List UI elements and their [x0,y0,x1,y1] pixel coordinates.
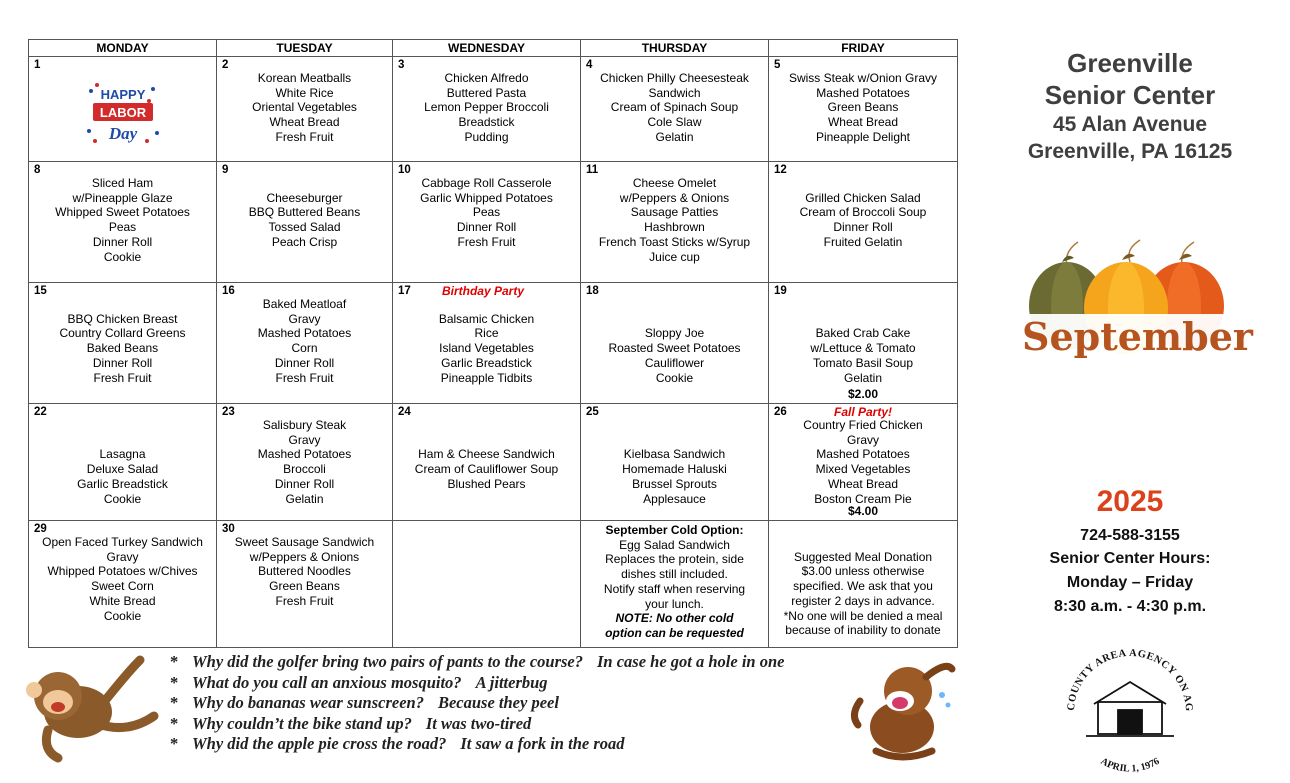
menu-item: Oriental Vegetables [252,100,357,115]
month-title: September [1022,314,1253,359]
cold-option-line: Egg Salad Sandwich [619,537,730,552]
menu-item: Gelatin [843,370,883,385]
menu-item: Salisbury Steak [262,418,347,432]
joke-line [170,652,784,673]
cold-option-line: your lunch. [645,596,704,611]
day-cell-monday [29,521,217,648]
menu-item: Applesauce [643,491,706,506]
menu-item: Whipped Potatoes w/Chives [47,564,198,579]
menu-item: Boston Cream Pie [814,491,912,506]
day-cell-thursday [581,57,769,162]
joke-bullet: * [170,734,179,753]
menu-item: Korean Meatballs [257,71,352,85]
week-row [29,283,958,404]
menu-item: Fresh Fruit [457,234,516,249]
menu-item: w/Peppers & Onions [249,549,360,564]
day-number: 17 [398,285,411,297]
menu-item: Tossed Salad [268,220,341,235]
menu-item: Dinner Roll [92,234,153,249]
menu-item: Sandwich [648,85,701,100]
menu-item: Green Beans [269,579,340,594]
menu-item: Swiss Steak w/Onion Gravy [788,71,938,85]
menu-item: Sweet Sausage Sandwich [234,535,375,549]
menu-item: Hashbrown [644,220,705,235]
menu-items [769,162,957,250]
menu-items [217,404,392,506]
day-number: 23 [222,406,235,418]
banner-labor: LABOR [99,105,147,120]
menu-item [771,297,955,312]
menu-item: Balsamic Chicken [438,311,535,326]
menu-item: Dinner Roll [274,476,335,491]
hours-time: 8:30 a.m. - 4:30 p.m. [1053,598,1207,615]
day-number: 18 [586,285,599,297]
menu-item: Pineapple Delight [815,129,911,144]
day-number: 4 [586,59,593,71]
menu-item: Cookie [655,370,694,385]
day-number: 29 [34,523,47,535]
menu-item: w/Peppers & Onions [619,190,730,205]
menu-item: Cream of Cauliflower Soup [414,462,559,477]
menu-item: Peach Crisp [271,234,338,249]
joke-answer: It was two-tired [425,713,532,733]
joke-line [170,693,784,714]
menu-item: Cheese Omelet [632,176,717,190]
joke-question: Why do bananas wear sunscreen? [192,693,424,712]
day-cell-wednesday [393,283,581,404]
menu-item: Country Fried Chicken [803,418,923,432]
day-number: 22 [34,406,47,418]
day-cell-friday [769,283,958,404]
day-number: 11 [586,164,599,176]
menu-item: Mashed Potatoes [816,85,910,100]
menu-item: w/Lettuce & Tomato [810,341,916,356]
day-number: 1 [34,59,41,71]
menu-items [393,57,580,145]
meal-price: $4.00 [847,504,879,519]
hours-days: Monday – Friday [1066,574,1194,591]
menu-items [581,521,768,641]
menu-item [219,176,390,191]
menu-items [29,404,216,506]
menu-item [583,418,766,433]
menu-item: Fresh Fruit [275,593,334,608]
menu-item: Wheat Bread [827,476,899,491]
menu-item: Cookie [103,491,142,506]
menu-item: Dinner Roll [456,220,517,235]
header-wednesday: WEDNESDAY [393,40,581,57]
jokes-list [170,652,784,755]
joke-bullet: * [170,652,179,671]
menu-item: Baked Crab Cake [815,326,911,341]
menu-item [771,176,955,191]
menu-item: Wheat Bread [269,115,340,130]
joke-question: Why couldn’t the bike stand up? [192,713,412,733]
menu-items [581,404,768,506]
menu-item: Cream of Spinach Soup [610,100,739,115]
week-row [29,57,958,162]
menu-item: Chicken Alfredo [444,71,529,85]
menu-item: Homemade Haluski [622,462,727,477]
menu-items [29,521,216,623]
menu-item: Fresh Fruit [275,129,334,144]
menu-items [581,57,768,145]
day-cell-friday [769,404,958,521]
day-number: 16 [222,285,235,297]
day-number: 9 [222,164,229,176]
menu-item: Broccoli [283,462,326,477]
weekday-header-row [29,40,958,57]
day-cell-monday [29,162,217,283]
day-cell-thursday [581,521,769,648]
week-row [29,521,958,648]
menu-item: BBQ Chicken Breast [67,311,178,326]
menu-item [583,297,766,312]
menu-item: Brussel Sprouts [632,476,717,491]
day-number: 2 [222,59,229,71]
menu-item: because of inability to donate [785,623,941,638]
menu-items [29,57,216,71]
menu-items [769,521,957,638]
menu-item: Tomato Basil Soup [812,355,914,370]
day-cell-wednesday [393,521,581,648]
event-note: Birthday Party [441,284,525,298]
day-cell-tuesday [217,521,393,648]
day-cell-wednesday [393,57,581,162]
covered-bridge-icon [1086,682,1174,736]
menu-item: Fresh Fruit [275,370,334,385]
menu-item: Sloppy Joe [644,326,705,341]
joke-question: Why did the apple pie cross the road? [192,734,447,753]
menu-item: Gravy [288,311,321,326]
menu-item: register 2 days in advance. [791,593,935,608]
day-cell-friday [769,162,958,283]
joke-answer: Because they peel [437,693,559,712]
menu-item: Kielbasa Sandwich [623,447,726,462]
menu-item: Juice cup [649,249,700,264]
svg-text:MERCER COUNTY AREA AGENCY ON A [1056,638,1194,712]
menu-item: Cheeseburger [266,190,343,205]
menu-calendar [28,39,958,648]
menu-items [217,57,392,145]
menu-item [31,433,214,448]
agency-logo [1056,638,1204,778]
center-name-line1: Greenville [1067,48,1193,78]
menu-item: Lasagna [99,447,146,462]
cold-option-note: option can be requested [605,625,744,640]
menu-item: Green Beans [827,100,899,115]
menu-item: Cookie [103,608,142,623]
joke-line [170,673,784,694]
banner-happy: HAPPY [100,87,146,102]
laughing-dog-icon [846,655,958,765]
cold-option-line: Replaces the protein, side [605,552,744,567]
menu-item: White Bread [89,593,156,608]
menu-item: Island Vegetables [439,341,534,356]
menu-item: Breadstick [458,115,515,130]
day-number: 25 [586,406,599,418]
cold-option-line: Notify staff when reserving [603,581,746,596]
day-cell-thursday [581,283,769,404]
week-row [29,404,958,521]
menu-item: Dinner Roll [274,355,335,370]
menu-item [395,433,578,448]
menu-item: Peas [108,220,137,235]
event-note: Fall Party! [833,405,893,419]
menu-item: $3.00 unless otherwise [801,564,925,579]
menu-item: Open Faced Turkey Sandwich [42,535,203,549]
menu-items [769,57,957,145]
menu-item: Garlic Whipped Potatoes [420,190,553,205]
menu-item [583,433,766,448]
menu-item: BBQ Buttered Beans [248,205,361,220]
joke-question: What do you call an anxious mosquito? [192,672,462,692]
menu-item: Rice [474,326,499,341]
menu-items [217,521,392,609]
menu-item: Gravy [106,549,139,564]
day-cell-tuesday [217,404,393,521]
menu-item [395,297,578,312]
year-label: 2025 [1096,485,1164,518]
menu-item: Gelatin [285,491,324,506]
menu-item: Gravy [288,432,321,447]
joke-answer: In case he got a hole in one [597,652,785,671]
phone-number: 724-588-3155 [1080,527,1180,544]
joke-answer: A jitterbug [475,672,548,692]
svg-text:APRIL 1, 1976 [1099,756,1162,775]
day-cell-tuesday [217,162,393,283]
menu-item: Country Collard Greens [59,326,186,341]
menu-item: w/Pineapple Glaze [72,190,173,205]
menu-item: Suggested Meal Donation [793,549,933,564]
menu-item: specified. We ask that you [793,579,933,594]
menu-item: Cabbage Roll Casserole [421,176,552,190]
menu-item: Whipped Sweet Potatoes [55,205,190,220]
day-number: 10 [398,164,411,176]
menu-item: Sweet Corn [91,579,154,594]
header-friday: FRIDAY [769,40,958,57]
day-cell-thursday [581,162,769,283]
menu-item: Sausage Patties [630,205,719,220]
menu-items [217,283,392,385]
day-cell-friday [769,521,958,648]
menu-item: Grilled Chicken Salad [805,190,921,205]
logo-text-top: COUNTY AREA AGENCY ON AG [1065,647,1195,713]
day-cell-wednesday [393,162,581,283]
cold-option-line: dishes still included. [621,567,728,582]
cold-option-note: NOTE: No other cold [615,611,734,626]
menu-item: Peas [472,205,501,220]
menu-item: Garlic Breadstick [77,476,168,491]
menu-item [583,312,766,327]
menu-items [581,283,768,385]
menu-item: Corn [291,341,318,356]
day-cell-monday [29,404,217,521]
day-cell-thursday [581,404,769,521]
header-monday: MONDAY [29,40,217,57]
joke-line [170,734,784,755]
meal-price: $2.00 [847,387,879,402]
joke-question: Why did the golfer bring two pairs of pants to the course? [192,652,583,671]
menu-item: Cauliflower [644,355,705,370]
center-address-line2: Greenville, PA 16125 [1027,140,1233,163]
menu-item: Cole Slaw [647,115,702,130]
day-number: 26 [774,406,787,418]
menu-item: White Rice [275,85,334,100]
menu-item [31,297,214,312]
laughing-monkey-icon [18,652,166,764]
day-number: 3 [398,59,405,71]
menu-item: Garlic Breadstick [441,355,532,370]
joke-bullet: * [170,693,179,712]
menu-items [393,162,580,250]
day-cell-monday [29,57,217,162]
menu-item: *No one will be denied a meal [783,608,943,623]
day-cell-friday [769,57,958,162]
menu-item: Dinner Roll [92,355,153,370]
menu-items [29,283,216,385]
menu-item: Mashed Potatoes [257,447,352,462]
menu-item: Lemon Pepper Broccoli [424,100,549,115]
menu-item [395,418,578,433]
cold-option-title: September Cold Option: [605,523,744,537]
day-cell-monday [29,283,217,404]
menu-item: Roasted Sweet Potatoes [608,341,741,356]
day-cell-wednesday [393,404,581,521]
menu-item: Sliced Ham [91,176,154,190]
menu-item: Mixed Vegetables [815,462,911,477]
menu-item: Chicken Philly Cheesesteak [600,71,749,85]
menu-item: Buttered Pasta [446,85,527,100]
joke-bullet: * [170,713,179,733]
day-number: 30 [222,523,235,535]
banner-day: Day [108,124,138,143]
menu-item: Pudding [464,129,509,144]
menu-items [393,404,580,492]
header-thursday: THURSDAY [581,40,769,57]
joke-bullet: * [170,672,179,692]
menu-item: Cream of Broccoli Soup [799,205,927,220]
menu-item: Ham & Cheese Sandwich [418,447,555,462]
menu-item: Fruited Gelatin [823,234,903,249]
menu-item [771,312,955,327]
menu-item: Mashed Potatoes [816,447,910,462]
menu-items [29,162,216,264]
menu-item [31,418,214,433]
menu-item: Baked Meatloaf [262,297,347,311]
happy-labor-day-graphic [83,81,163,147]
hours-label: Senior Center Hours: [1049,550,1211,567]
menu-item: Deluxe Salad [86,462,159,477]
center-name-line2: Senior Center [1044,80,1216,110]
day-number: 8 [34,164,41,176]
center-address-line1: 45 Alan Avenue [1052,113,1208,136]
menu-item: Blushed Pears [447,476,526,491]
day-number: 24 [398,406,411,418]
day-number: 15 [34,285,47,297]
joke-answer: It saw a fork in the road [460,734,625,753]
menu-item: Buttered Noodles [258,564,351,579]
menu-item: French Toast Sticks w/Syrup [598,234,751,249]
menu-items [217,162,392,250]
header-tuesday: TUESDAY [217,40,393,57]
menu-items [769,283,957,385]
logo-text-bottom: APRIL 1, 1976 [1098,755,1162,775]
menu-items [393,521,580,535]
menu-item: Mashed Potatoes [257,326,352,341]
menu-item: Gelatin [655,129,694,144]
menu-items [581,162,768,264]
week-row [29,162,958,283]
day-number: 5 [774,59,781,71]
menu-item: Baked Beans [86,341,159,356]
day-number: 12 [774,164,787,176]
day-number: 19 [774,285,787,297]
joke-line [170,714,784,735]
day-cell-tuesday [217,57,393,162]
menu-item: Fresh Fruit [93,370,152,385]
menu-item: Gravy [846,432,879,447]
menu-item: Dinner Roll [833,220,893,235]
menu-item: Wheat Bread [827,115,899,130]
day-cell-tuesday [217,283,393,404]
menu-item: Cookie [103,249,142,264]
menu-item: Pineapple Tidbits [440,370,533,385]
menu-item [771,535,955,550]
